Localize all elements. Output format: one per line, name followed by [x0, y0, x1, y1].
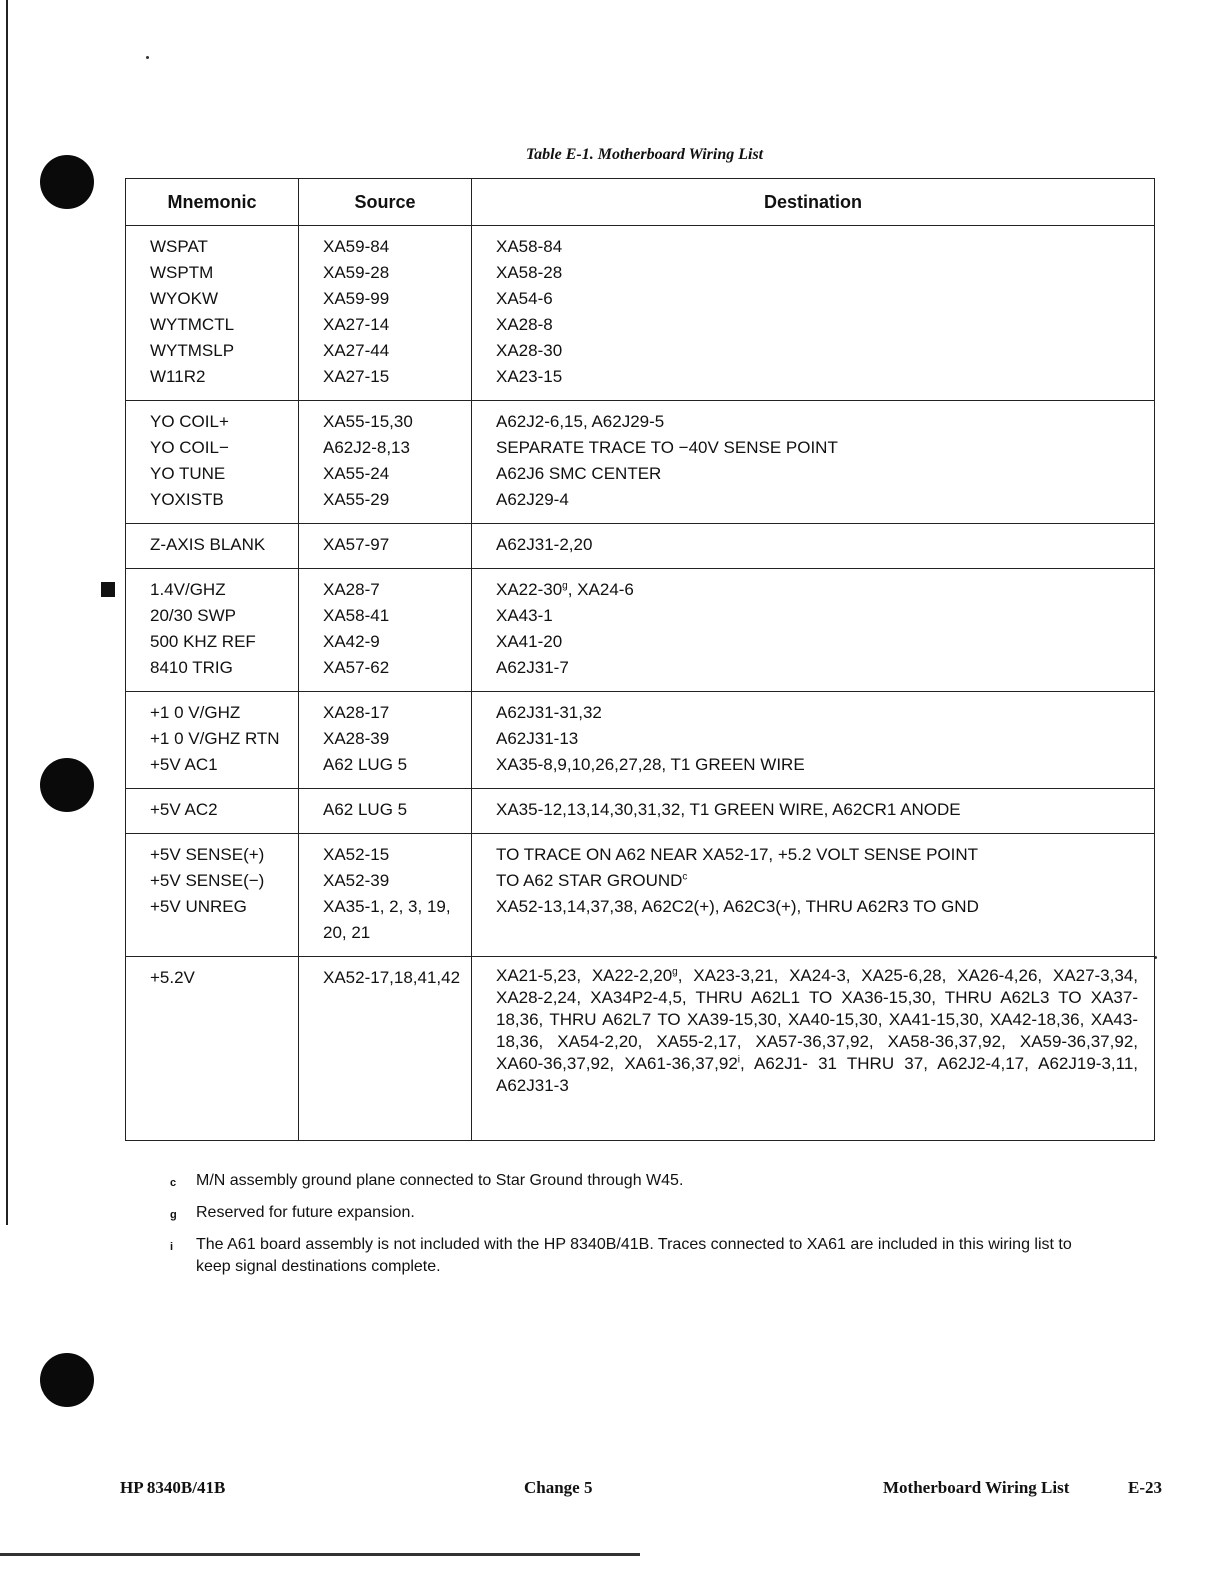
destination-cell	[472, 692, 1155, 789]
destination: A62J29-4	[496, 490, 569, 509]
mnemonic: +1 0 V/GHZ	[150, 703, 241, 722]
source-cell	[299, 957, 472, 1141]
source: XA59-99	[323, 289, 390, 308]
destination-part: , XA23-3,21, XA24-3, XA25-6,28, XA26-4,26, XA27-3,34, XA28-2,24, XA34P2-4,5, THRU A62L1 TO XA36-15,30, THRU A62L3 TO XA37-18,36, THRU A62L7 TO XA39-15,30, XA40-15,30, XA41-15,30, XA42-18,36, XA43-18,36, XA54-2,20, XA55-2,17, XA57-36,37,92, XA58-36,37,92, XA59-36,37,92, XA60-36,37,92, XA61-36,37,92	[496, 966, 1138, 1073]
header-destination: Destination	[472, 179, 1155, 226]
source: A62J2-8,13	[323, 438, 410, 457]
destination: SEPARATE TRACE TO −40V SENSE POINT	[496, 438, 838, 457]
source: XA27-14	[323, 315, 390, 334]
left-margin-rule	[6, 0, 8, 1225]
footnote-ref: i	[737, 1054, 741, 1066]
destination: A62J31-2,20	[496, 535, 593, 554]
mnemonic-cell	[126, 957, 299, 1141]
destination: XA28-30	[496, 341, 563, 360]
binder-hole-middle	[40, 758, 94, 812]
table-row	[126, 226, 1155, 401]
footnote-text: M/N assembly ground plane connected to Star Ground through W45.	[196, 1172, 684, 1189]
mnemonic: W11R2	[150, 367, 206, 386]
mnemonic: WSPAT	[150, 237, 208, 256]
mnemonic: WSPTM	[150, 263, 214, 282]
change-bar-marker	[101, 582, 115, 597]
destination: TO TRACE ON A62 NEAR XA52-17, +5.2 VOLT SENSE POINT	[496, 845, 979, 864]
mnemonic: +5V SENSE(+)	[150, 845, 265, 864]
source: XA58-41	[323, 606, 390, 625]
mnemonic: YO TUNE	[150, 464, 226, 483]
destination: XA28-8	[496, 315, 553, 334]
footer-section: Motherboard Wiring List	[883, 1478, 1070, 1497]
destination-cell	[472, 226, 1155, 401]
source: XA52-39	[323, 871, 390, 890]
table-title-name: Motherboard Wiring List	[597, 146, 764, 163]
destination-part: , A62J1- 31 THRU 37, A62J2-4,17, A62J19-3,11, A62J31-3	[496, 1054, 1138, 1095]
mnemonic-cell	[126, 692, 299, 789]
source: XA42-9	[323, 632, 380, 651]
destination-cell	[472, 524, 1155, 569]
source-cell	[299, 834, 472, 957]
source: XA59-28	[323, 263, 390, 282]
header-source: Source	[299, 179, 472, 226]
destination-cell	[472, 957, 1155, 1141]
mnemonic: +1 0 V/GHZ RTN	[150, 729, 280, 748]
scan-speck	[146, 56, 149, 59]
source-cell	[299, 524, 472, 569]
source: XA55-29	[323, 490, 390, 509]
source: XA27-15	[323, 367, 390, 386]
source-cell	[299, 692, 472, 789]
destination-tail: , XA24-6	[567, 580, 634, 599]
destination: TO A62 STAR GROUND	[496, 871, 683, 890]
destination: XA22-30	[496, 580, 563, 599]
table-title-label: Table E-1.	[525, 146, 594, 163]
destination-cell	[472, 789, 1155, 834]
footnote-text: Reserved for future expansion.	[196, 1204, 415, 1221]
mnemonic: 500 KHZ REF	[150, 632, 256, 651]
mnemonic-cell	[126, 569, 299, 692]
mnemonic: WYTMSLP	[150, 341, 235, 360]
destination: XA43-1	[496, 606, 553, 625]
footnote-ref: g	[562, 580, 568, 592]
mnemonic: Z-AXIS BLANK	[150, 535, 266, 554]
destination: A62J6 SMC CENTER	[496, 464, 662, 483]
destination-cell	[472, 401, 1155, 524]
footnote-mark: c	[170, 1177, 177, 1189]
footnote	[170, 1170, 1110, 1194]
header-mnemonic: Mnemonic	[126, 179, 299, 226]
source: XA55-15,30	[323, 412, 413, 431]
source: XA59-84	[323, 237, 390, 256]
destination: A62J31-13	[496, 729, 579, 748]
mnemonic: YO COIL−	[150, 438, 229, 457]
destination-cell	[472, 569, 1155, 692]
footnote-mark: g	[170, 1209, 177, 1221]
source-cell	[299, 789, 472, 834]
footer-model: HP 8340B/41B	[120, 1478, 226, 1497]
destination: XA35-12,13,14,30,31,32, T1 GREEN WIRE, A62CR1 ANODE	[496, 800, 961, 819]
footnote	[170, 1202, 1110, 1226]
source: XA27-44	[323, 341, 390, 360]
mnemonic-cell	[126, 524, 299, 569]
destination: XA41-20	[496, 632, 563, 651]
source: XA28-39	[323, 729, 390, 748]
destination-with-footnote	[496, 868, 1144, 894]
mnemonic: +5V AC1	[150, 755, 218, 774]
source: A62 LUG 5	[323, 800, 408, 819]
destination-with-footnote	[496, 577, 1144, 603]
table-row	[126, 401, 1155, 524]
destination: XA23-15	[496, 367, 563, 386]
source: XA52-17,18,41,42	[323, 968, 461, 987]
table-row	[126, 692, 1155, 789]
destination: XA58-84	[496, 237, 563, 256]
footnote-mark: i	[170, 1241, 174, 1253]
binder-hole-bottom	[40, 1353, 94, 1407]
table-row	[126, 957, 1155, 1141]
mnemonic-cell	[126, 401, 299, 524]
mnemonic: +5.2V	[150, 968, 195, 987]
mnemonic: 20/30 SWP	[150, 606, 236, 625]
destination: A62J31-7	[496, 658, 569, 677]
table-row	[126, 789, 1155, 834]
source: XA55-24	[323, 464, 390, 483]
footer-change: Change 5	[524, 1478, 593, 1497]
footer-page-number: E-23	[1128, 1478, 1162, 1497]
source: XA57-97	[323, 535, 390, 554]
source: A62 LUG 5	[323, 755, 408, 774]
mnemonic-cell	[126, 834, 299, 957]
table-row	[126, 524, 1155, 569]
mnemonic: WYOKW	[150, 289, 218, 308]
source: XA35-1, 2, 3, 19, 20, 21	[323, 897, 451, 942]
mnemonic: YOXISTB	[150, 490, 224, 509]
table-title	[0, 146, 1229, 164]
mnemonic-cell	[126, 789, 299, 834]
mnemonic: +5V SENSE(−)	[150, 871, 265, 890]
destination-part: XA21-5,23, XA22-2,20	[496, 966, 673, 985]
table-row	[126, 834, 1155, 957]
wiring-table	[125, 178, 1155, 1141]
footnote-text: The A61 board assembly is not included with the HP 8340B/41B. Traces connected to XA61 are included in this wiring list to keep signal destinations complete.	[196, 1236, 1072, 1275]
header-row	[126, 179, 1155, 226]
source: XA28-7	[323, 580, 380, 599]
destination: A62J2-6,15, A62J29-5	[496, 412, 665, 431]
source: XA57-62	[323, 658, 390, 677]
source: XA28-17	[323, 703, 390, 722]
destination: XA58-28	[496, 263, 563, 282]
destination: A62J31-31,32	[496, 703, 602, 722]
footnote-ref: g	[672, 966, 678, 978]
mnemonic: 8410 TRIG	[150, 658, 233, 677]
mnemonic: YO COIL+	[150, 412, 229, 431]
mnemonic: 1.4V/GHZ	[150, 580, 226, 599]
destination: XA54-6	[496, 289, 553, 308]
destination: XA52-13,14,37,38, A62C2(+), A62C3(+), THRU A62R3 TO GND	[496, 897, 979, 916]
mnemonic: WYTMCTL	[150, 315, 235, 334]
destination-cell	[472, 834, 1155, 957]
destination: XA35-8,9,10,26,27,28, T1 GREEN WIRE	[496, 755, 805, 774]
source-cell	[299, 401, 472, 524]
source-cell	[299, 226, 472, 401]
source-cell	[299, 569, 472, 692]
footnote	[170, 1234, 1110, 1278]
mnemonic: +5V UNREG	[150, 897, 247, 916]
table-row	[126, 569, 1155, 692]
mnemonic: +5V AC2	[150, 800, 218, 819]
mnemonic-cell	[126, 226, 299, 401]
source: XA52-15	[323, 845, 390, 864]
footnotes	[170, 1170, 1110, 1286]
footnote-ref: c	[682, 871, 688, 883]
bottom-rule	[0, 1553, 640, 1556]
